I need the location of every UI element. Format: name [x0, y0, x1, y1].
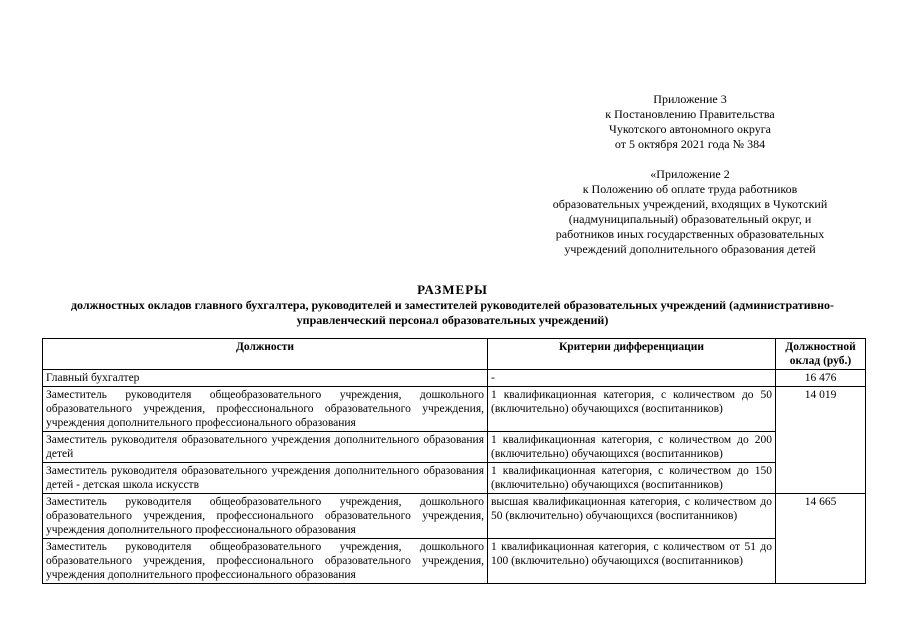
- appendix-line: к Постановлению Правительства: [605, 107, 775, 121]
- table-row: [43, 387, 866, 432]
- table-row: [43, 463, 866, 494]
- salary-cell: 16 476: [776, 370, 866, 387]
- table-row: [43, 494, 866, 539]
- appendix-line: учреждений дополнительного образования детей: [564, 242, 816, 256]
- page-bottom-clip: [0, 596, 905, 640]
- appendix-line: к Положению об оплате труда работников: [582, 182, 798, 196]
- column-header-position: Должности: [43, 339, 488, 370]
- criteria-cell: высшая квалификационная категория, с количеством до 50 (включительно) обучающихся (воспитанников): [488, 494, 776, 539]
- table-header-row: [43, 339, 866, 370]
- position-cell: Главный бухгалтер: [43, 370, 488, 387]
- salary-cell: 14 665: [776, 494, 866, 584]
- salary-cell: 14 019: [776, 387, 866, 494]
- salary-table: [42, 338, 866, 584]
- criteria-cell: 1 квалификационная категория, с количеством до 50 (включительно) обучающихся (воспитанников): [488, 387, 776, 432]
- document-title: [0, 282, 905, 328]
- appendix-line: образовательных учреждений, входящих в Чукотский: [552, 197, 828, 211]
- appendix-line: Чукотского автономного округа: [609, 122, 771, 136]
- criteria-cell: 1 квалификационная категория, с количеством до 200 (включительно) обучающихся (воспитанников): [488, 432, 776, 463]
- title-heading: РАЗМЕРЫ: [417, 282, 488, 297]
- position-cell: Заместитель руководителя общеобразовательного учреждения, дошкольного образовательного учреждения, профессионального образовательного учреждения, учреждения дополнительного профессионального образования: [43, 387, 488, 432]
- spacer: [520, 152, 860, 167]
- appendix-header: [520, 92, 860, 257]
- appendix-line: Приложение 3: [653, 92, 727, 106]
- appendix-line: (надмуниципальный) образовательный округ, и: [568, 212, 812, 226]
- position-cell: Заместитель руководителя образовательного учреждения дополнительного образования детей: [43, 432, 488, 463]
- position-cell: Заместитель руководителя общеобразовательного учреждения, дошкольного образовательного учреждения, профессионального образовательного учреждения, учреждения дополнительного профессионального образования: [43, 539, 488, 584]
- appendix-line: «Приложение 2: [650, 167, 730, 181]
- position-cell: Заместитель руководителя образовательного учреждения дополнительного образования детей - детская школа искусств: [43, 463, 488, 494]
- title-subheading: должностных окладов главного бухгалтера, руководителей и заместителей руководителей образовательных учреждений (административно-управленческий персонал образовательных учреждений): [70, 298, 835, 327]
- column-header-criteria: Критерии дифференциации: [488, 339, 776, 370]
- criteria-cell: -: [488, 370, 776, 387]
- table-row: [43, 370, 866, 387]
- table-row: [43, 432, 866, 463]
- appendix-line: от 5 октября 2021 года № 384: [614, 137, 766, 151]
- appendix-line: работников иных государственных образовательных: [555, 227, 825, 241]
- criteria-cell: 1 квалификационная категория, с количеством от 51 до 100 (включительно) обучающихся (воспитанников): [488, 539, 776, 584]
- position-cell: Заместитель руководителя общеобразовательного учреждения, дошкольного образовательного учреждения, профессионального образовательного учреждения, учреждения дополнительного профессионального образования: [43, 494, 488, 539]
- criteria-cell: 1 квалификационная категория, с количеством до 150 (включительно) обучающихся (воспитанников): [488, 463, 776, 494]
- table-row: [43, 539, 866, 584]
- column-header-salary: Должностной оклад (руб.): [776, 339, 866, 370]
